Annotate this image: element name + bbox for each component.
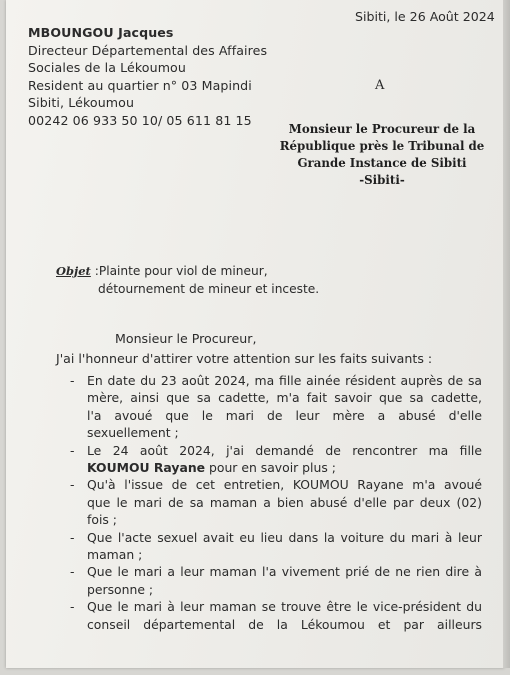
recipient-prefix: A	[375, 78, 385, 93]
letter-date: Sibiti, le 26 Août 2024	[355, 9, 495, 24]
list-item-line: Que le mari a leur maman l'a vivement prié de ne rien dire à	[87, 564, 482, 580]
sender-block	[28, 24, 267, 130]
list-item-line: conseil départemental de la Lékoumou et par ailleurs	[87, 616, 482, 632]
list-item-line: mère, ainsi que sa cadette, m'a fait savoir que sa cadette,	[87, 390, 482, 406]
list-item: - Que le mari a leur maman l'a vivement prié de ne rien dire à personne ;	[70, 564, 482, 597]
recipient-line: République près le Tribunal de	[279, 139, 485, 153]
facts-list	[66, 372, 482, 633]
sender-line: Directeur Départemental des Affaires	[28, 42, 268, 58]
list-item: - Que l'acte sexuel avait eu lieu dans la voiture du mari à leur maman ;	[70, 529, 482, 563]
subject-line: :Plainte pour viol de mineur,	[94, 264, 268, 278]
list-item-line: personne ;	[87, 581, 154, 597]
subject-block	[56, 263, 319, 298]
list-item-line: Le 24 août 2024, j'ai demandé de rencontrer ma fille	[87, 442, 482, 458]
recipient-line: Monsieur le Procureur de la	[288, 122, 476, 136]
subject-label: Objet	[56, 264, 91, 278]
recipient-line: Grande Instance de Sibiti	[297, 156, 467, 170]
list-item-line: l'a avoué que le mari de leur mère a abusé d'elle	[87, 407, 482, 423]
list-item: - En date du 23 août 2024, ma fille ainée résident auprès de sa mère, ainsi que sa cadette, m'a fait savoir que sa cadette, l'a avoué que le mari de leur mère a abusé d'elle sexuellement ;	[70, 373, 482, 441]
list-item-line: maman ;	[87, 547, 143, 563]
recipient-line: -Sibiti-	[359, 173, 405, 187]
sender-line: Sociales de la Lékoumou	[28, 60, 186, 76]
letter-page	[6, 0, 504, 668]
list-item-line: Que l'acte sexuel avait eu lieu dans la voiture du mari à leur	[87, 529, 482, 545]
list-item: - Que le mari à leur maman se trouve être le vice-président du conseil départemental de la Lékoumou et par ailleurs	[70, 599, 482, 632]
page-fold-shadow	[503, 0, 510, 668]
list-item-line: Que le mari à leur maman se trouve être le vice-président du	[87, 599, 482, 615]
list-item-line: En date du 23 août 2024, ma fille ainée résident auprès de sa	[87, 373, 482, 388]
subject-line: détournement de mineur et inceste.	[98, 281, 320, 296]
sender-line: Resident au quartier n° 03 Mapindi	[28, 77, 252, 93]
salutation: Monsieur le Procureur,	[115, 331, 257, 346]
list-item-text: pour en savoir plus ;	[205, 460, 336, 476]
list-item: - Le 24 août 2024, j'ai demandé de rencontrer ma fille KOUMOU Rayane pour en savoir plus ;	[70, 442, 482, 476]
list-item-line: sexuellement ;	[87, 425, 179, 441]
list-item-line: fois ;	[87, 512, 117, 528]
intro-paragraph: J'ai l'honneur d'attirer votre attention sur les faits suivants :	[56, 351, 433, 366]
list-item: - Qu'à l'issue de cet entretien, KOUMOU Rayane m'a avoué que le mari de sa maman a bien abusé d'elle par deux (02) fois ;	[70, 477, 482, 528]
sender-line: Sibiti, Lékoumou	[28, 95, 135, 111]
child-name: KOUMOU Rayane	[87, 460, 206, 476]
list-item-line: que le mari de sa maman a bien abusé d'elle par deux (02)	[87, 494, 482, 510]
sender-name: MBOUNGOU Jacques	[28, 25, 174, 40]
list-item-line	[87, 459, 482, 476]
sender-phone: 00242 06 933 50 10/ 05 611 81 15	[28, 112, 252, 128]
recipient-block	[268, 121, 496, 189]
list-item-line: Qu'à l'issue de cet entretien, KOUMOU Rayane m'a avoué	[87, 477, 482, 493]
